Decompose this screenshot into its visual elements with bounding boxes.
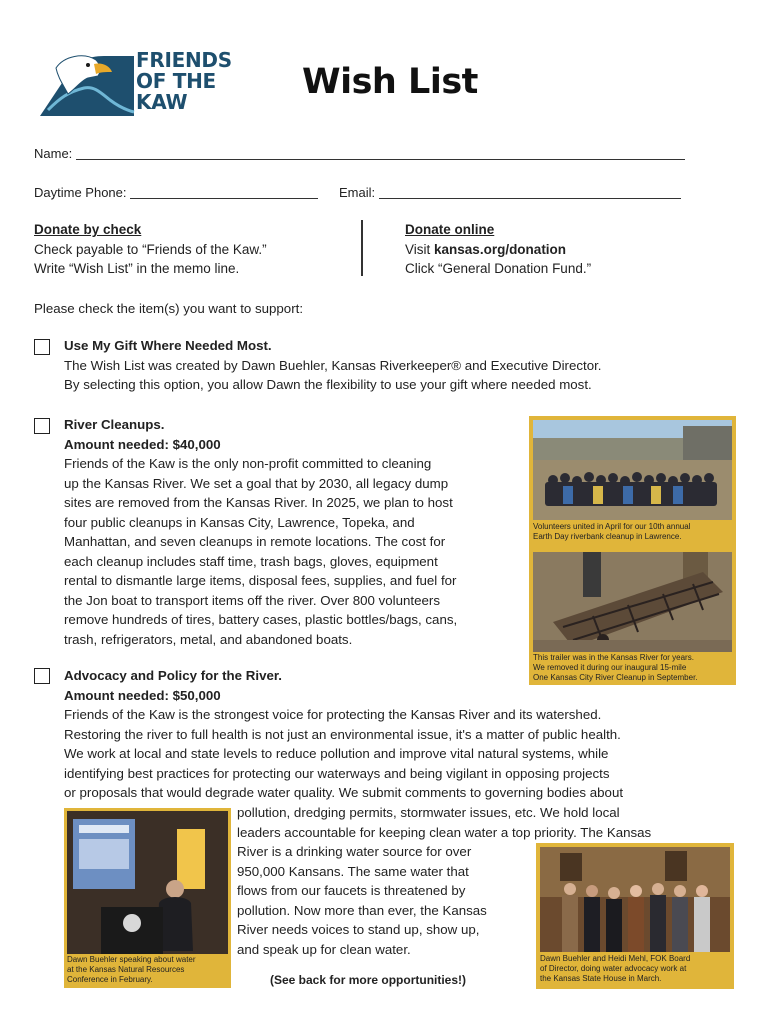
speaker-caption: Dawn Buehler speaking about water at the Kansas Natural Resources Conference in February. <box>67 955 196 984</box>
checkbox-river-cleanups[interactable] <box>34 418 50 434</box>
donate-online-visit: Visit <box>405 241 431 257</box>
item-line: River needs voices to stand up, show up, <box>237 922 480 937</box>
item-line: leaders accountable for keeping clean water a top priority. The Kansas <box>237 824 652 840</box>
volunteers-photo <box>533 420 732 520</box>
donate-check-line2: Write “Wish List” in the memo line. <box>34 261 240 276</box>
phone-label: Daytime Phone: <box>34 185 127 200</box>
email-label: Email: <box>339 185 376 200</box>
item-line: By selecting this option, you allow Dawn the flexibility to use your gift where needed most. <box>64 377 592 392</box>
item-line: remove hundreds of tires, battery cases, plastic bottles/bags, cans, <box>64 612 458 627</box>
column-divider <box>361 220 363 276</box>
item-title: Advocacy and Policy for the River. <box>64 668 282 683</box>
speaker-photo <box>67 811 228 954</box>
donation-link[interactable]: kansas.org/donation <box>434 241 567 257</box>
item-line: flows from our faucets is threatened by <box>237 883 466 898</box>
instructions: Please check the item(s) you want to support: <box>34 301 304 316</box>
logo <box>38 48 253 120</box>
donate-check-line1: Check payable to “Friends of the Kaw.” <box>34 241 267 257</box>
name-label: Name: <box>34 146 73 161</box>
item-line: the Jon boat to transport items off the river. Over 800 volunteers <box>64 592 440 608</box>
donate-online <box>405 220 591 279</box>
item-advocacy <box>64 666 623 803</box>
logo-wordmark: FRIENDS OF THE KAW <box>136 48 232 114</box>
item-line: The Wish List was created by Dawn Buehler, Kansas Riverkeeper® and Executive Director. <box>64 357 602 373</box>
statehouse-caption: Dawn Buehler and Heidi Mehl, FOK Board of Director, doing water advocacy work at the Kansas State House in March. <box>540 954 691 983</box>
item-line: each cleanup includes staff time, trash bags, gloves, equipment <box>64 553 438 569</box>
item-amount: Amount needed: $50,000 <box>64 687 221 703</box>
statehouse-photo <box>540 847 730 952</box>
name-field[interactable] <box>34 146 685 161</box>
statehouse-photo-frame <box>536 843 734 989</box>
page-title: Wish List <box>302 62 478 102</box>
donate-online-heading: Donate online <box>405 222 495 237</box>
see-back-note: (See back for more opportunities!) <box>270 973 467 987</box>
cleanup-photo-frame <box>529 416 736 685</box>
volunteers-caption: Volunteers united in April for our 10th annual Earth Day riverbank cleanup in Lawrence. <box>533 522 691 541</box>
item-line: Friends of the Kaw is the strongest voice for protecting the Kansas River and its watershed. <box>64 707 602 722</box>
item-line: pollution. Now more than ever, the Kansas <box>237 902 487 918</box>
phone-line[interactable] <box>130 186 318 199</box>
item-line: Restoring the river to full health is not just an environmental issue, it's a matter of public health. <box>64 726 621 742</box>
phone-field[interactable] <box>34 185 318 200</box>
donate-by-check <box>34 220 267 279</box>
donate-online-line2: Click “General Donation Fund.” <box>405 261 592 276</box>
item-title: River Cleanups. <box>64 417 165 432</box>
checkbox-needed-most[interactable] <box>34 339 50 355</box>
item-line: River is a drinking water source for over <box>237 844 472 859</box>
item-river-cleanups <box>64 415 524 649</box>
item-line: trash, refrigerators, metal, and abandoned boats. <box>64 631 353 647</box>
item-needed-most <box>64 336 602 395</box>
eagle-logo-icon <box>38 48 136 120</box>
item-line: sites are removed from the Kansas River. In 2025, we plan to host <box>64 495 453 510</box>
speaker-photo-frame <box>64 808 231 988</box>
email-line[interactable] <box>379 186 681 199</box>
item-line: up the Kansas River. We set a goal that by 2030, all legacy dump <box>64 475 449 491</box>
trailer-caption: This trailer was in the Kansas River for years. We removed it during our inaugural 15-mile One Kansas City River Cleanup in September. <box>533 653 698 682</box>
trailer-photo <box>533 552 732 652</box>
item-line: Friends of the Kaw is the only non-profit committed to cleaning <box>64 456 432 471</box>
item-line: We work at local and state levels to reduce pollution and improve vital natural systems, while <box>64 746 609 761</box>
item-title: Use My Gift Where Needed Most. <box>64 338 272 353</box>
item-line: Manhattan, and seven cleanups in remote locations. The cost for <box>64 534 446 549</box>
item-amount: Amount needed: $40,000 <box>64 436 221 452</box>
item-line: pollution, dredging permits, stormwater issues, etc. We hold local <box>237 805 620 820</box>
item-line: or proposals that would degrade water quality. We submit comments to governing bodies about <box>64 785 624 800</box>
donate-check-heading: Donate by check <box>34 222 142 237</box>
item-line: 950,000 Kansans. The same water that <box>237 863 469 879</box>
checkbox-advocacy[interactable] <box>34 668 50 684</box>
name-line[interactable] <box>76 147 685 160</box>
item-line: identifying best practices for protecting our waterways and being vigilant in opposing projects <box>64 765 610 781</box>
item-line: four public cleanups in Kansas City, Lawrence, Topeka, and <box>64 514 415 530</box>
email-field[interactable] <box>339 185 681 200</box>
item-line: rental to dismantle large items, disposal fees, supplies, and fuel for <box>64 573 457 588</box>
item-line: and speak up for clean water. <box>237 941 411 957</box>
